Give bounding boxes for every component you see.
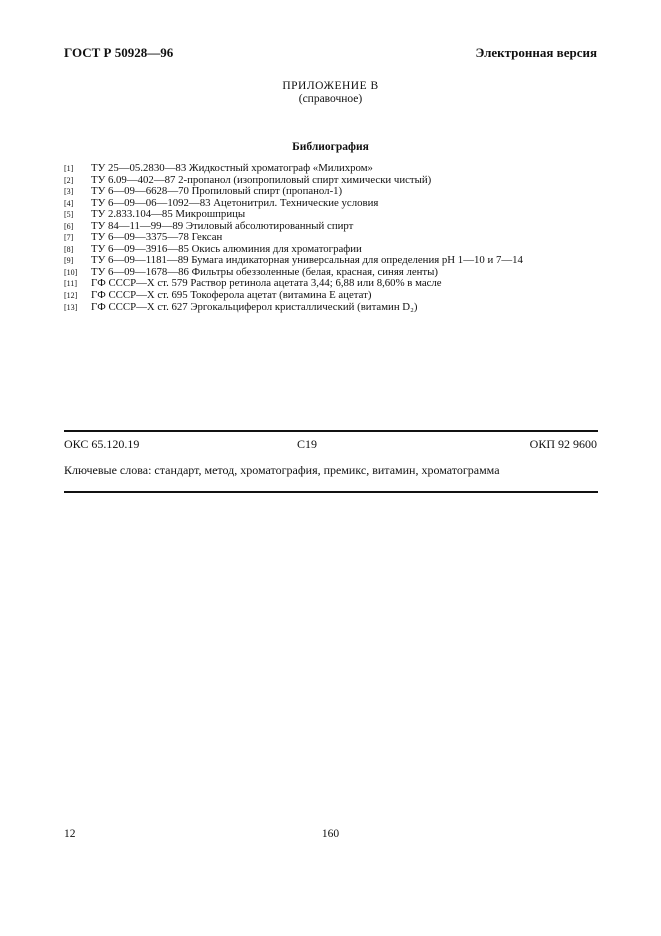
list-item-number: [5]: [64, 210, 74, 220]
list-item-number: [3]: [64, 187, 74, 197]
list-item-text: ГФ СССР—X ст. 627 Эргокальциферол кристаллический (витамин D₂): [91, 300, 418, 313]
divider-bottom: [64, 491, 598, 493]
list-item: [64, 163, 604, 175]
page-number-center: 160: [321, 828, 340, 840]
list-item-number: [8]: [64, 244, 74, 254]
list-item-number: [13]: [64, 302, 78, 312]
list-item-text: ТУ 6—09—3916—85 Окись алюминия для хроматографии: [91, 242, 362, 255]
list-item: [64, 186, 604, 198]
list-item-text: ТУ 6—09—3375—78 Гексан: [91, 231, 223, 244]
list-item-text: ТУ 6—09—6628—70 Пропиловый спирт (пропанол-1): [91, 185, 343, 198]
page-number-left: 12: [64, 828, 76, 840]
list-item-number: [10]: [64, 267, 78, 277]
list-item-number: [4]: [64, 198, 74, 208]
divider-top: [64, 430, 598, 432]
okc-code: ОКС 65.120.19: [64, 437, 140, 451]
list-item-number: [1]: [64, 164, 74, 173]
standard-number: ГОСТ Р 50928—96: [64, 45, 174, 60]
list-item: [64, 290, 604, 302]
list-item-text: ТУ 25—05.2830—83 Жидкостный хроматограф «Милихром»: [91, 162, 373, 174]
list-item-text: ТУ 6.09—402—87 2-пропанол (изопропиловый спирт химически чистый): [91, 173, 432, 186]
bibliography-title: Библиография: [292, 141, 369, 153]
list-item-text: ТУ 6—09—1678—86 Фильтры обеззоленные (белая, красная, синяя ленты): [91, 265, 438, 278]
keywords: Ключевые слова: стандарт, метод, хроматография, премикс, витамин, хроматограмма: [64, 463, 500, 477]
appendix-title: ПРИЛОЖЕНИЕ В: [282, 80, 379, 92]
list-item-number: [9]: [64, 256, 74, 266]
list-item-text: ГФ СССР—X ст. 579 Раствор ретинола ацетата 3,44; 6,88 или 8,60% в масле: [91, 277, 442, 290]
list-item-text: ТУ 6—09—06—1092—83 Ацетонитрил. Технические условия: [91, 196, 379, 209]
list-item-number: [7]: [64, 233, 74, 243]
okp-code: ОКП 92 9600: [529, 437, 597, 451]
list-item-text: ТУ 84—11—99—89 Этиловый абсолютированный спирт: [91, 219, 354, 232]
list-item-number: [6]: [64, 221, 74, 231]
list-item-number: [12]: [64, 291, 78, 301]
list-item-text: ТУ 6—09—1181—89 Бумага индикаторная универсальная для определения pH 1—10 и 7—14: [91, 254, 523, 267]
appendix-subtitle: (справочное): [298, 93, 363, 105]
list-item-number: [2]: [64, 175, 74, 185]
list-item: [64, 302, 604, 314]
edition-label: Электронная версия: [475, 45, 597, 60]
group-code: С19: [297, 437, 318, 451]
bibliography-list: [64, 163, 604, 313]
list-item-text: ТУ 2.833.104—85 Микрошприцы: [91, 208, 246, 221]
list-item-text: ГФ СССР—X ст. 695 Токоферола ацетат (витамина Е ацетат): [91, 289, 372, 302]
list-item: [64, 209, 604, 221]
list-item-number: [11]: [64, 279, 78, 289]
